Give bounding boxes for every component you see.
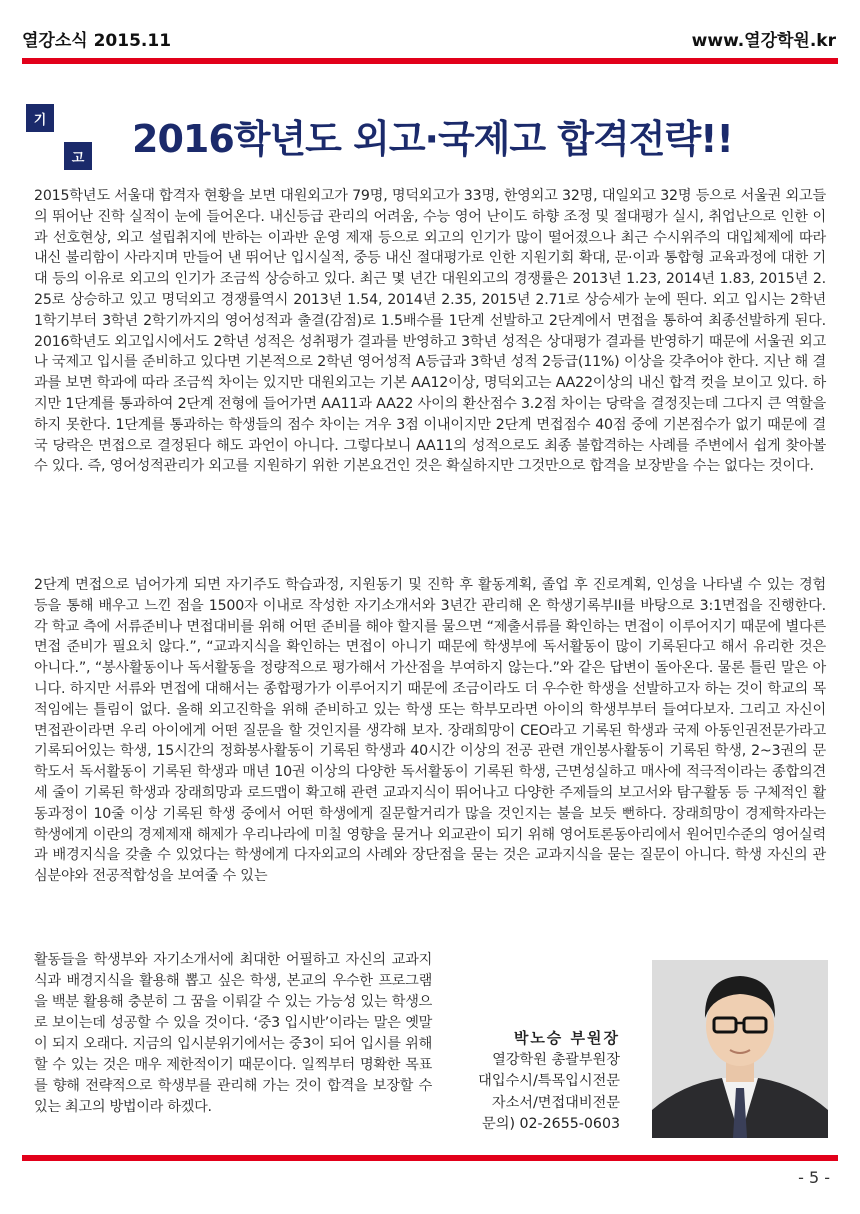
article-paragraph-2: 2단계 면접으로 넘어가게 되면 자기주도 학습과정, 지원동기 및 진학 후 활동계획, 졸업 후 진로계획, 인성을 나타낼 수 있는 경험 등을 통해 배우고 느낀 점을 1500자 이내로 작성한 자기소개서와 3년간 관리해 온 학생기록부II를 바탕으로 3:1면접을 진행한다. 각 학교 측에 서류준비나 면접대비를 위해 어떤 준비를 해야 할지를 물으면 “제출서류를 확인하는 면접이 이루어지기 때문에 별다른 면접 준비가 필요치 않다.”, “교과지식을 확인하는 면접이 아니기 때문에 학생부에 독서활동이 많이 기록된다고 해서 유리한 것은 아니다.”, “봉사활동이나 독서활동을 정량적으로 평가해서 가산점을 부여하지 않는다.”와 같은 답변이 돌아온다. 물론 틀린 말은 아니다. 하지만 서류와 면접에 대해서는 종합평가가 이루어지기 때문에 조금이라도 더 우수한 학생을 선발하고자 하는 것이 학교의 목적임에는 틀림이 없다. 올해 외고진학을 위해 준비하고 있는 학생 또는 학부모라면 아이의 학생부부터 들여다보자. 그리고 자신이 면접관이라면 우리 아이에게 어떤 질문을 할 것인지를 생각해 보자. 장래희망이 CEO라고 기록된 학생과 국제 아동인권전문가라고 기록되어있는 학생, 15시간의 정화봉사활동이 기록된 학생과 40시간 이상의 전공 관련 개인봉사활동이 기록된 학생, 2~3권의 문학도서 독서활동이 기록된 학생과 매년 10권 이상의 다양한 독서활동이 기록된 학생, 근면성실하고 매사에 적극적이라는 종합의견 세 줄이 기록된 학생과 장래희망과 로드맵이 확고해 관련 교과지식이 뛰어나고 다양한 주제들의 보고서와 탐구활동 등 구체적인 활동과정이 10줄 이상 기록된 학생 중에서 어떤 학생에게 질문할거리가 많을 것인지는 불을 보듯 뻔하다. 장래희망이 경제학자라는 학생에게 이란의 경제제재 해제가 우리나라에 미칠 영향을 묻거나 외교관이 되기 위해 영어토론동아리에서 원어민수준의 영어실력과 배경지식을 갖출 수 있었다는 학생에게 다자외교의 사례와 장단점을 묻는 것은 교과지식을 묻는 질문이 아니다. 학생 자신의 관심분야와 전공적합성을 보여줄 수 있는	[34, 577, 826, 885]
header-divider	[22, 58, 838, 64]
contribution-tag-first: 기	[26, 104, 54, 132]
author-photo	[652, 960, 828, 1138]
article-paragraph-1: 2015학년도 서울대 합격자 현황을 보면 대원외고가 79명, 명덕외고가 33명, 한영외고 32명, 대일외고 32명 등으로 서울권 외고들의 뛰어난 진학 실적이 눈에 들어온다. 내신등급 관리의 어려움, 수능 영어 난이도 하향 조정 및 절대평가 실시, 취업난으로 인한 이과 선호현상, 외고 설립취지에 반하는 이과반 운영 제재 등으로 외고의 인기가 많이 떨어졌으나 최근 수시위주의 대입체제에 따라 내신 불리함이 사라지며 만들어 낸 뛰어난 입시실적, 중등 내신 절대평가로 인한 지원기회 확대, 문·이과 통합형 교육과정에 대한 기대 등의 이유로 외고의 인기가 조금씩 상승하고 있다. 최근 몇 년간 대원외고의 경쟁률은 2013년 1.23, 2014년 1.83, 2015년 2.25로 상승하고 있고 명덕외고 경쟁률역시 2013년 1.54, 2014년 2.35, 2015년 2.71로 상승세가 눈에 띈다. 외고 입시는 2학년 1학기부터 3학년 2학기까지의 영어성적과 출결(감점)로 1.5배수를 1단계 선발하고 2단계에서 면접을 통하여 최종선발하게 된다. 2016학년도 외고입시에서도 2학년 성적은 성취평가 결과를 반영하고 3학년 성적은 상대평가 결과를 반영하기 때문에 서울권 외고나 국제고 입시를 준비하고 있다면 기본적으로 2학년 영어성적 A등급과 3학년 성적 2등급(11%) 이상을 갖추어야 한다. 지난 해 결과를 보면 학과에 따라 조금씩 차이는 있지만 대원외고는 기본 AA12이상, 명덕외고는 AA22이상의 내신 합격 컷을 보이고 있다. 하지만 1단계를 통과하여 2단계 전형에 들어가면 AA11과 AA22 사이의 환산점수 3.2점 차이는 당락을 결정짓는데 그다지 큰 역할을 하지 못한다. 1단계를 통과하는 학생들의 점수 차이는 겨우 3점 이내이지만 2단계 면접점수 40점 중에 기본점수가 없기 때문에 결국 당락은 면접으로 결정된다 해도 과언이 아니다. 그렇다보니 AA11의 성적으로도 최종 불합격하는 사례를 주변에서 쉽게 찾아볼 수 있다. 즉, 영어성적관리가 외고를 지원하기 위한 기본요건인 것은 확실하지만 그것만으로 합격을 보장받을 수는 없다는 것이다.	[34, 188, 826, 475]
contribution-tag-second: 고	[64, 142, 92, 170]
footer-divider	[22, 1155, 838, 1161]
issue-label: 열강소식 2015.11	[22, 31, 172, 51]
author-contact: 문의) 02-2655-0603	[482, 1116, 620, 1133]
author-name: 박노승 부원장	[513, 1029, 620, 1047]
article-paragraph-3: 활동들을 학생부와 자기소개서에 최대한 어필하고 자신의 교과지식과 배경지식을 활용해 뽑고 싶은 학생, 본교의 우수한 프로그램을 백분 활용해 충분히 그 꿈을 이뤄갈 수 있는 가능성 있는 학생으로 보이는데 성공할 수 있을 것이다. ‘중3 입시반’이라는 말은 옛말이 되지 오래다. 지금의 입시분위기에서는 중3이 되어 입시를 위해 할 수 있는 것은 매우 제한적이기 때문이다. 일찍부터 명확한 목표를 향해 전략적으로 학생부를 관리해 가는 것이 합격을 보장할 수 있는 최고의 방법이라 하겠다.	[34, 952, 432, 1115]
page-number: - 5 -	[798, 1168, 830, 1187]
author-role: 열강학원 총괄부원장	[492, 1051, 620, 1068]
article-title: 2016학년도 외고·국제고 합격전략!!	[132, 117, 733, 161]
author-specialty-1: 대입수시/특목입시전문	[478, 1073, 620, 1090]
website-label: www.열강학원.kr	[691, 31, 836, 51]
author-signature	[440, 1028, 620, 1136]
author-specialty-2: 자소서/면접대비전문	[491, 1094, 620, 1111]
